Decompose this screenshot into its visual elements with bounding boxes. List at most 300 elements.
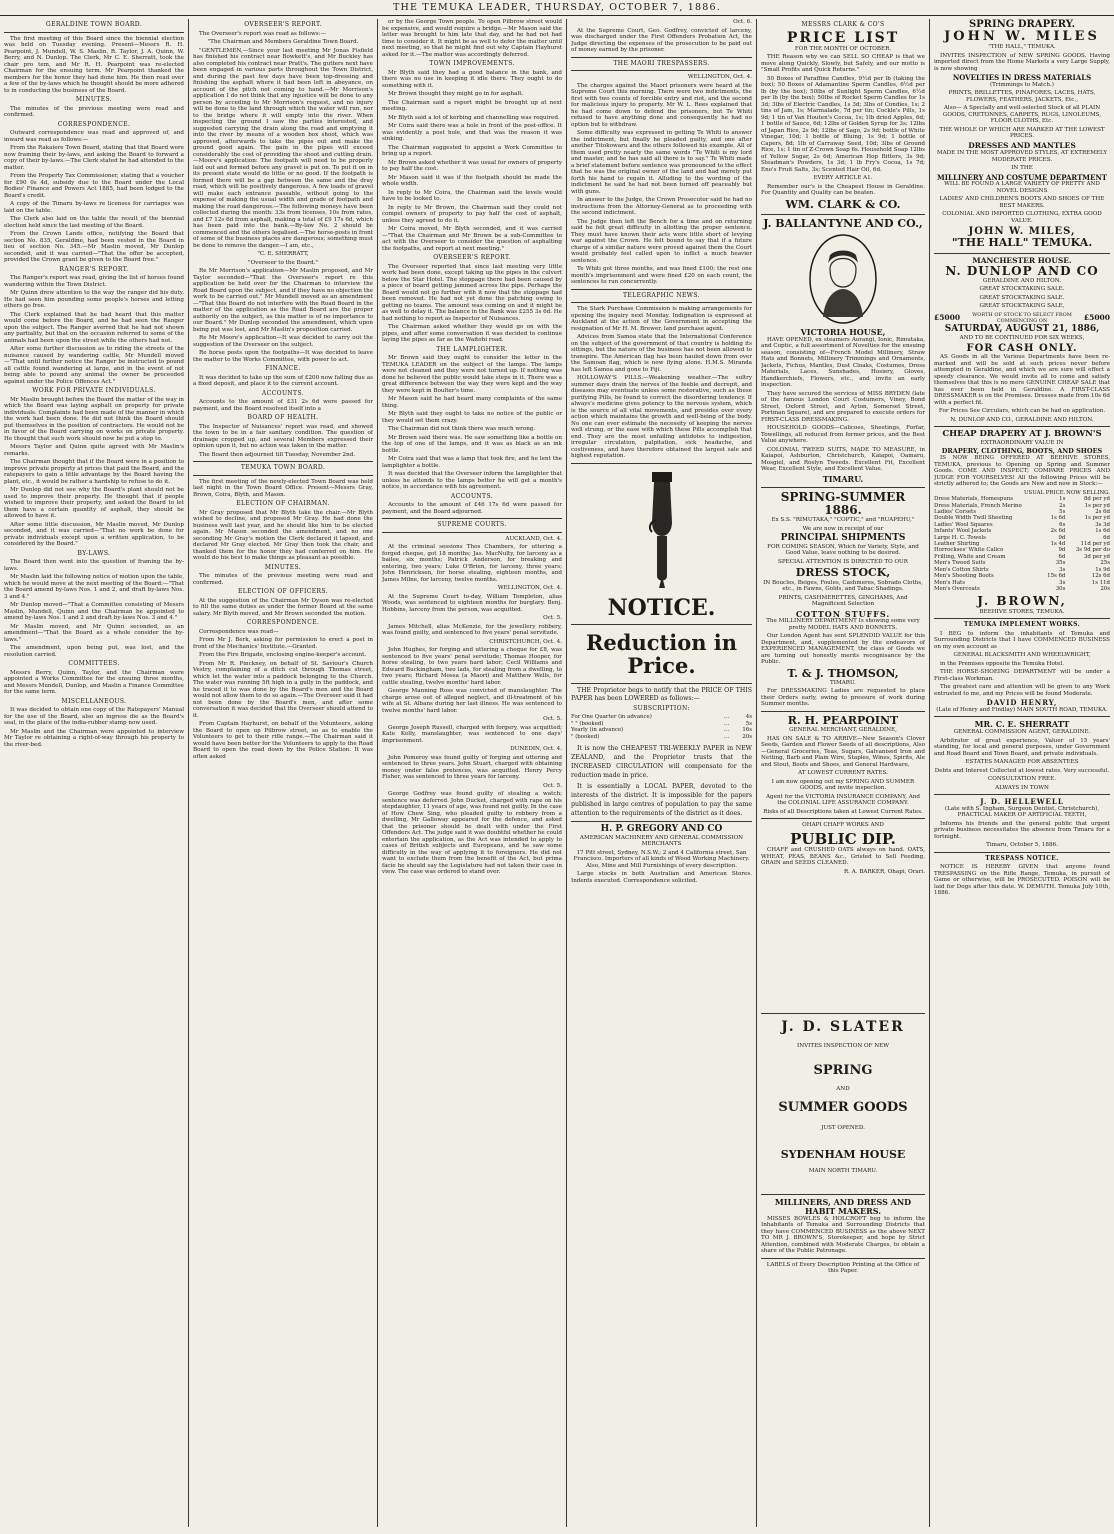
section-heading: ACCOUNTS. (450, 492, 494, 500)
article-paragraph: The Chairman said a report might be brought up at next meeting. (382, 99, 562, 112)
section-heading: ELECTION OF OFFICERS. (237, 588, 329, 595)
divider (934, 716, 1110, 717)
advert-title: MR. C. E. SHERRATT (974, 719, 1070, 730)
advert-title: SPRING-SUMMER 1886. (780, 489, 906, 517)
item-name: Infants' Wool Jackets (934, 528, 992, 535)
section-heading: RANGER'S REPORT. (59, 265, 129, 273)
article-paragraph: "The Chairman and Members Geraldine Town Board. (207, 39, 359, 45)
subscription-label: For One Quarter (in advance) (571, 714, 652, 721)
section-heading: OVERSEER'S REPORT. (433, 254, 511, 261)
article-paragraph: George Godfrey was found guilty of stealing a watch; sentence was deferred. John Ducket, charged with rape on his stepdaughter, 11 years of age, was found not guilty. In the case of How Chew Sing, who pleaded guilty to robbery from a dwelling, Mr Galloway appeared for the defence, and asked that the prisoner should be dealt with under the First Offenders Act. The judge said it was doubtful whether he could entertain the application, as the Act was intended to apply to cases of British subjects and Europeans, and he saw some difficulty in the way of applying it to foreigners. He did not want to exclude them from the benefit of the Act, but prima facie he should say the Legislature had not taken their case in view. The case was ordered to stand over. (382, 791, 562, 875)
article-heading: THE MAORI TRESPASSERS. (613, 59, 710, 67)
advert-paragraph: Our London Agent has sent SPLENDID VALUE for this Department, and, supplemented by the endeavors of EXPERIENCED MANAGEMENT, the class of Goods we are turning out honestly merits recognisance by the Public. (761, 633, 925, 666)
advert-signature: R. A. BARKER, Ohapi, Orari. (843, 868, 925, 875)
usual-price: 2s 6d (1050, 528, 1066, 535)
item-name: Frilling, White and Cream (934, 553, 1006, 560)
dateline: Oct. 6. (733, 19, 752, 25)
article-paragraph: From the Crown Lands office, notifying the Board that section No. 835, Geraldine, had been vested in the Board in lieu of section No. 345.—Mr Maslin moved, Mr Dunlop seconded, and it was carried—"That the offer be accepted, provided the Crown grant be given to the Board free." (4, 231, 184, 263)
divider (571, 289, 752, 290)
column-4 (571, 19, 752, 1527)
divider (571, 463, 752, 464)
divider (761, 1194, 925, 1195)
advert-signature: T. & J. THOMSON, (787, 666, 899, 680)
now-selling: 1s 9d (1095, 566, 1110, 573)
advert-paragraph: INVITES INSPECTION OF NEW (796, 1043, 889, 1050)
usual-price: 1s 4d (1050, 541, 1066, 548)
usual-price: 3s (1059, 579, 1066, 586)
advert-title: J. D. HELLEWELL (980, 797, 1064, 806)
article-paragraph: In reply to Mr Brown, the Chairman said they could not compel owners of property to pay half the cost of asphalt, unless they agreed to do it. (382, 204, 562, 224)
article-paragraph: The Chairman thought that if the Board were in a position to improve private property at prices that paid the Board, and the ratepayers to gain a little advantage by the Board having the plant, etc., it would be rather a hardship to refuse to do it. (4, 459, 184, 485)
advert-paragraph: THE HORSE-SHOEING DEPARTMENT will be under a First-class Workman. (934, 669, 1110, 682)
article-paragraph: The minutes of the previous meeting were read and confirmed. (4, 105, 184, 118)
now-selling: 25s (1100, 560, 1110, 567)
subscription-price: 5s (745, 720, 752, 727)
sale-amount-row (934, 312, 1110, 325)
article-paragraph: The amendment, upon being put, was lost, and the resolution carried. (4, 645, 184, 658)
advert-paragraph: THE WHOLE OF WHICH ARE MARKED AT THE LOWEST PRICES. (939, 126, 1105, 140)
subscription-table (571, 714, 752, 740)
advert-highlight: SUMMER GOODS (778, 1099, 908, 1115)
subscription-price: 4s (745, 714, 752, 721)
divider (761, 711, 925, 712)
article-paragraph: The first meeting of the newly-elected Town Board was held last night in the Town Board Office. Present—Messrs Gray, Brown, Coira, Blyth, and Mason. (193, 478, 373, 498)
item-name: Dress Materials, Homespuns (934, 496, 1014, 503)
item-name: Ladies' Corsets (934, 509, 976, 516)
advert-paragraph: 50 Boxes of Paraffine Candles, 9½d per lb (taking the box); 50 Boxes of Adamantine Sperm Candles, 6½d per lb (by the box); 50lbs of Sunlight Sperm Candles, 6½d per lb (by the box); 50lbs of Rocket Sperm Candles for 1s 3d; 3lbs of Electric Candles, 1s 3d; 3lbs of Condies, 1s; 2 tins of Jam, 1s; Marmalade, 7d per tin; Cockle's Pills, 1s 9d; 1 tin of Van Houten's Cocoa, 1s; 1lb dried Apples, 6d; 1 bottle of Sauce, 6d; 12lbs of Golden Syrup for 3s; 12lbs of Japan Rice, 2s 9d; 12lbs of Sago, 2s 9d; bottle of White Vinegar, 10d; 1 bottle of Bluing, 1s 9d; 1 bottle of Capers, 8d; 1lb of Carraway Seed, 10d; 3lbs of Ground Rice, 1s; 1 tin of Z-Crown Soap 6s. Household Soap 12lbs of Yellow Sugar, 2s 6d; American Hop Bitters, 3s 9d; Steadman's Powders, 1s 3d; 1 lb Fry's Cocoa, 1s 7d; Eno's Fruit Salts, 3s; Scented Hair Oil, 6d. (761, 75, 925, 173)
advert-highlight: NOVELTIES IN DRESS MATERIALS (952, 73, 1092, 83)
section-heading: MINUTES. (264, 563, 302, 571)
article-paragraph: From Mr J. Berk, asking for permission to erect a post in front of the Mechanics' Institute.—Granted. (193, 637, 373, 650)
advert-subtitle: "THE HALL," TEMUKA. (988, 44, 1056, 51)
article-paragraph: The Clerk also laid on the table the result of the biennial election held since the last meeting of the Board. (4, 216, 184, 229)
advert-paragraph: JUST OPENED. (821, 1124, 865, 1131)
usual-price: 6d (1058, 553, 1066, 560)
article-paragraph: James Mitchell, alias McKenzie, for the jewellery robbery, was found guilty, and sentenced to five years' penal servitude. (382, 623, 562, 636)
article-paragraph: At the Supreme Court to-day, William Templeton, alias Woods, was sentenced to eighteen months for burglary. Benj. Hobbins, larceny from the person, was acquitted. (382, 593, 562, 613)
article-paragraph: The Inspector of Nuisances' report was read, and showed the town to be in a fair sanitary condition. The question of drainage cropped up, and several Members expressed their opinion upon it, but no action was taken in the matter. (193, 423, 373, 449)
article-paragraph: At the criminal sessions Thos Chambers, for uttering a forged cheque, got 18 months; Jas. MacNulty, for larceny as a bailee, six months; Patrick Anderson, for breaking and entering, two years; Luke O'Brien, for larceny, three years; John Henricksen, for horse stealing, eighteen months, and James Milne, for larceny, twelve months. (382, 544, 562, 583)
advert-paragraph: IN THE (1011, 165, 1033, 172)
advert-paragraph: HAVE OPENED, ex steamers Aorangi, Ionic, Rimutaka, and Coptic, a full assortment of Novelties for the ensuing season, consisting of—French Model Millinery, Straw Hats and Bonnets, Millinery Trimmings and Ornaments, Jackets, Fichus, Mantles, Dust Cloaks, Costumes, Dress Materials, Laces, Sunshades, Hosiery, Gloves, Handkerchiefs, Flowers, etc., and invite an early inspection. (761, 336, 925, 389)
item-name: Men's Tweed Suits (934, 560, 986, 567)
section-heading: MISCELLANEOUS. (61, 697, 127, 705)
article-paragraph: or by the George Town people. To open Pilbrow street would be expensive, and would require a bridge.—Mr Mason said the letter was brought to him late that day, and he had not had time to consider it. It might be as well to defer the matter until next meeting, so that he might find out why Captain Hayhurst asked for it.—The matter was accordingly deferred. (382, 19, 562, 58)
divider (761, 1013, 925, 1014)
advert-title: TRESPASS NOTICE. (985, 854, 1059, 862)
advert-title: TEMUKA IMPLEMENT WORKS. (963, 621, 1081, 629)
price-col-header: NOW SELLING. (1066, 489, 1110, 496)
section-heading: BY-LAWS. (77, 549, 111, 557)
usual-price: 3s (1059, 566, 1066, 573)
now-selling: 1s per yd (1084, 502, 1110, 509)
leader-dots: ... (724, 733, 730, 740)
advert-paragraph: LABELS of Every Description Printing at the Office of this Paper. (766, 1261, 920, 1275)
subscription-label: " (booked) (571, 733, 600, 740)
advert-paragraph: NOTICE IS HEREBY GIVEN that anyone found TRESPASSING on the Rifle Range, Temuka, in pursuit of Game or otherwise, will be PROSECUTED. POISON will be laid for Dogs after this date. W. DEMUTH. Temuka July 10th, 1886. (934, 864, 1110, 897)
item-name: Ladies' Wool Squares (934, 521, 993, 528)
advert-title: J. D. SLATER (781, 1019, 905, 1035)
article-paragraph: Mr Dunlop did not see why the Board's plant should not be used to improve their property. He thought that if people wished to improve their property, and asked the Board to let them have a certain quantity of asphalt, they should be allowed to have it. (4, 487, 184, 519)
notice-paragraph: THE Proprietor begs to notify that the PRICE OF THIS PAPER has been LOWERED as follows:— (571, 686, 752, 702)
dateline: DUNEDIN, Oct. 4. (510, 746, 562, 752)
advert-title: PRICE LIST (786, 29, 900, 46)
advert-paragraph: IS NOW BEING OFFERED AT BEEHIVE STORES, TEMUKA, previous to Opening up Spring and Summer Goods. COME AND INSPECT; COMPARE PRICES AND JUDGE FOR YOURSELVES! All the following Prices will be strictly adhered to; the Goods are New and now in Stock:— (934, 455, 1110, 488)
subscription-label: " " (booked) (571, 720, 604, 727)
article-paragraph: Messrs Berry, Quinn, Taylor, and the Chairman were appointed a Works Committee for the ensuing three months, and Messrs Mundell, Dunlop, and Maslin a Finance Committee for the same term. (4, 669, 184, 695)
article-paragraph: Mr Brown said they ought to consider the letter in the TEMUKA LEADER on the subject of the lamps. The lamps were not cleaned and they were not turned up. If nothing was done he believed the public would take steps in it. There was a great difference between the way they were kept and the way they were kept in Boulter's time. (382, 355, 562, 394)
advert-subtitle: EXTRAORDINARY VALUE IN (980, 439, 1064, 446)
advert-paragraph: AT LOWEST CURRENT RATES. (798, 770, 888, 777)
masthead: THE TEMUKA LEADER, THURSDAY, OCTOBER 7, 1886. (0, 0, 1114, 16)
usual-price: 35s (1055, 560, 1066, 567)
now-selling: 6d (1103, 534, 1110, 541)
article-paragraph: Accounts to the amount of £31 2s 6d were passed for payment, and the Board resolved itself into a (193, 399, 373, 412)
article-paragraph: Mr Dunlop moved—"That a Committee consisting of Messrs Maslin, Mundell, Quinn and the Chairman be appointed to amend by-laws Nos. 1 and 2 and draft by-laws Nos. 3 and 4." (4, 602, 184, 621)
column-3 (382, 19, 562, 1527)
article-paragraph: John Hughes, for forging and uttering a cheque for £8, was sentenced to five years' penal servitude; Thomas Hooper, for horse stealing, to two years hard labor; Cecil Williams and Edward Buckingham, two lads, for stealing from a dwelling, to two years; Richard Mossa (a Maori) and Matthew Wells, for cattle stealing, twelve months' hard labor. (382, 647, 562, 686)
advert-paragraph: Timaru, October 5, 1886. (986, 842, 1058, 849)
advert-paragraph: Also— A Specially and well-selected Stock of all PLAIN GOODS, CRETONNES, CARPETS, RUGS, LINOLEUMS, FLOOR CLOTHS, Etc. (942, 105, 1102, 125)
leader-dots: ... (724, 727, 730, 734)
advert-paragraph: GENERAL BLACKSMITH AND WHEELWRIGHT, (953, 652, 1091, 659)
slater-advert-block (761, 1010, 925, 1526)
article-paragraph: From the Fire Brigade, enclosing engine-keeper's account. (199, 652, 367, 658)
now-selling: 12s 6d (1091, 573, 1110, 580)
advert-title: CHEAP DRAPERY AT J. BROWN'S (942, 429, 1102, 440)
article-paragraph: The Board then went into the question of framing the by-laws. (4, 559, 184, 572)
article-paragraph: Mr Coira moved, Mr Blyth seconded, and it was carried—"That the Chairman and Mr Brown be a sub-Committee to act with the Overseer to consider the question of asphalting the footpaths, and report at next meeting." (382, 226, 562, 252)
advert-paragraph: PRINTS, CASHMERETTES, GINGHAMS, And Magnificent Selection (778, 594, 908, 608)
article-paragraph: The Overseer reported that since last meeting very little work had been done, except taking up the pipes in the culvert below the Star Hotel. The stoppage there had been caused by a piece of board getting jammed across the pipe. Perhaps the Board would not go further with it now that the stoppage had been removed. He had not yet done the patching owing to getting no teams. The amount was coming on and it might be as well to delay it. The balance in the Bank was £255 3s 6d. He had nothing to report as Inspector of Nuisances. (382, 263, 562, 322)
divider (761, 1258, 925, 1259)
divider (382, 518, 562, 519)
column-rule (929, 19, 930, 1527)
advert-subtitle: GERALDINE AND HILTON. (982, 277, 1062, 284)
divider (4, 32, 184, 33)
advert-subtitle: VICTORIA HOUSE, (800, 327, 886, 338)
article-paragraph: George Joseph Russell, charged with forgery, was acquitted; Kate Kelly, manslaughter, was sentenced to one days' imprisonment. (382, 724, 562, 744)
advert-highlight: PRINCIPAL SHIPMENTS (780, 533, 906, 544)
article-paragraph: It was decided to take up the sum of £200 now falling due as a fixed deposit, and place it to the current account. (193, 374, 373, 387)
subscription-price: 20s (742, 733, 752, 740)
article-paragraph: The Clerk explained that he had heard that this matter would come before the Board, and he had seen the Ranger upon the subject. The Ranger averred that he had not shown any partiality, but that on the occasion referred to some of the animals had been upon the street while the others had not. (4, 311, 184, 344)
article-paragraph: After some further discussion as to riding the streets of the nuisance caused by wandering cattle, Mr Mundell moved—"That until further notice the Ranger be instructed to pound all cattle found wandering at large, and in the event of not being able to pound any animal the owner be proceeded against under the Police Offences Act." (4, 346, 184, 385)
advert-paragraph: Ex S.S. "RIMUTAKA," "COPTIC," and "RUAPEHU," (771, 517, 915, 524)
advert-signature: DAVID HENRY, (986, 698, 1058, 708)
divider (934, 426, 1110, 427)
advert-paragraph: Debts and Interest Collected at lowest rates. Very successful. (934, 767, 1110, 774)
article-paragraph: Mr Maslin brought before the Board the matter of the way in which the Board was laying asphalt on property for private individuals. Complaints had been made of the manner in which the work had been done. He did not think the Board should put themselves in the position of contractors. He would not be in favor of the Board carrying on works on private property. He thought that such work should now be put a stop to. (4, 396, 184, 442)
dateline: AUCKLAND, Oct. 4. (505, 535, 562, 542)
advert-paragraph: For DRESSMAKING Ladies are requested to place their Orders early, owing to pressure of work during Summer months. (761, 688, 925, 708)
article-paragraph: HOLLOWAY'S PILLS.—Weakening weather.—The sultry summer days drain the nerves of the feeble and decrepit, and diseases may eventuate unless some restorative, such as these purifying Pills, be found to correct the disordering tendency. If always's medicine gives potency to the nervous system, which is the source of all vital movements, and presides over every action which maintains the growth and well-being of the body. No one can ever estimate the necessity of keeping the nerves well strung, or the ease with which these Pills accomplish that end. They are the most unfailing antidotes to indigestion, irregular circulation, palpitation, sick headache, and costiveness, and have therefore obtained the largest sale and highest reputation. (571, 375, 752, 459)
sale-amount: £5000 (1083, 313, 1110, 323)
advert-paragraph: GREAT STOCKTAKING SALE. (979, 286, 1065, 293)
advert-title: N. DUNLOP AND CO (945, 263, 1099, 278)
advert-signature: "THE HALL" TEMUKA. (951, 236, 1093, 250)
advert-paragraph: (Trimmings to Match.) (989, 81, 1054, 88)
article-paragraph: It was decided that the Overseer inform the lamplighter that unless he attends to the lamps better he will get a month's notice, in accordance with his agreement. (382, 471, 562, 490)
usual-price: 30s (1055, 585, 1066, 592)
advert-town: TIMARU. (830, 679, 856, 686)
article-paragraph: Mr Maslin moved, and Mr Quinn seconded, as an amendment—"That the Board as a whole consider the by-laws." (4, 623, 184, 643)
usual-price: 9d (1058, 534, 1066, 541)
article-heading: GERALDINE TOWN BOARD. (45, 21, 143, 28)
divider (571, 302, 752, 303)
now-selling: 1s 11d (1091, 579, 1110, 586)
divider (761, 818, 925, 819)
advert-paragraph: IN Boucles, Beiges, Foules, Cashmeres, Sobrado Cloths, etc., in Fawns, Golds, and Tabac Shadings. (763, 579, 923, 593)
article-heading: TEMUKA TOWN BOARD. (240, 464, 326, 471)
advert-signature: JOHN W. MILES, (968, 226, 1076, 238)
article-paragraph: The Chairman asked whether they would go on with the pipes, and after some conversation it was decided to continue laying the pipes as far as the Waitohi road. (382, 324, 562, 343)
article-paragraph: The Judge then left the Bench for a time and on returning said he felt great difficulty in allotting the proper sentence. They must have known their acts were little short of levying war against the Crown. He felt bound to say that if a future charge of a similar nature were proved against them the Court would probably feel called upon to inflict a much heavier sentence. (571, 218, 752, 264)
now-selling: 1s 6d (1095, 528, 1110, 535)
article-paragraph: Mr Blyth said they ought to take no notice of the public or they would set them crazy. (382, 411, 562, 424)
advert-paragraph: The greatest care and attention will be given to any Work entrusted to me, and my Prices will be found Moderate. (934, 684, 1110, 697)
divider (934, 618, 1110, 619)
section-heading: OVERSEER'S REPORT. (244, 21, 322, 28)
article-paragraph: Some difficulty was expressed in getting Te Whiti to answer the indictment, but finally he pleaded guilty, and one after another Titokowaru and the others followed his example. All of them used pretty nearly the same words "Te Whiti is my lord and master, and he has said all there is to say." Te Whiti made a brief statement before sentence was pronounced to the effect that he was the original owner of the land and had merely put forth his hand to regain it. Alluding to the wording of the indictment he said he had not been turned off peaceably but with guns. (571, 130, 752, 195)
subscription-heading: SUBSCRIPTION: (633, 704, 690, 712)
now-selling: 3d per yd (1083, 553, 1110, 560)
usual-price: 1s (1059, 496, 1066, 503)
article-paragraph: Te Whiti got three months, and was fined £100; the rest one month's imprisonment and were fined £20 on each count, the sentences to run concurrently. (571, 266, 752, 285)
advert-highlight: DRESSES AND MANTLES (968, 140, 1076, 150)
advert-paragraph: COLONIAL TWEED SUITS, MADE TO MEASURE, in Kaiapoi, Ashburton, Christchurch, Kaiapoi, Oamaru, Mosgiel, and Roslyn Tweeds. Excellent Fit, Excellent Wear, Excellent Style, and Excellent Value. (761, 446, 925, 473)
advert-highlight: SATURDAY, AUGUST 21, 1886, (944, 323, 1100, 334)
section-heading: THE LAMPLIGHTER. (436, 345, 508, 353)
article-paragraph: Mr Brown thought they might go in for asphalt. (388, 91, 524, 97)
advert-paragraph: Risks of all Descriptions taken at Lowest Current Rates. (763, 808, 923, 815)
divider (761, 214, 925, 215)
article-paragraph: Mr Coira said there was a hole in front of the post-office. It was evidently a post hole, and that was the reason it was sinking. (382, 123, 562, 142)
advert-paragraph: CONSULTATION FREE. (988, 776, 1056, 782)
price-table (934, 490, 1110, 593)
advert-paragraph: Remember our's is the Cheapest House in Geraldine. For Quantity and Quality can be beaten. (761, 183, 925, 197)
usual-price: 2s (1059, 502, 1066, 509)
item-name: Dress Materials, French Merino (934, 502, 1022, 509)
article-paragraph: The Stark Purchase Commission is making arrangements for opening the inquiry next Monday. Indignation is expressed at Auckland at the action of the Government in accepting the resignation of Mr H. M. Brewer, land purchase agent. (571, 306, 752, 332)
divider (934, 253, 1110, 254)
article-paragraph: John Pomeroy was found guilty of forging and uttering and sentenced to three years. John Stuart, charged with obtaining money under false pretences, was acquitted. Henry Percy Fisher, was sentenced to three years for larceny. (382, 754, 562, 780)
section-heading: FINANCE. (265, 365, 301, 372)
advert-subtitle: (Late of Henry and Findlay) MAIN SOUTH ROAD, TEMUKA. (936, 706, 1108, 713)
notice-paragraph: It is now the CHEAPEST TRI-WEEKLY PAPER in NEW ZEALAND, and the Proprietor trusts that the INCREASED CIRCULATION will compensate for the reduction made in price. (571, 745, 752, 779)
advert-paragraph: Informs his friends and the general public that urgent private business necessitates the absence from Timaru for a fortnight. (934, 820, 1110, 840)
advert-signature: J. BROWN, (977, 594, 1067, 609)
advert-paragraph: The MILLINERY DEPARTMENT Is showing some very pretty MODEL HATS AND BONNETS. (766, 618, 920, 631)
advert-signature: N. DUNLOP AND CO., GERALDINE AND HILTON. (950, 416, 1094, 423)
article-paragraph: Mr Quinn drew attention to the way the ranger did his duty. He had seen him pounding some people's horses and letting others go free. (4, 290, 184, 309)
divider (382, 532, 562, 533)
section-heading: WORK FOR PRIVATE INDIVIDUALS. (32, 387, 156, 394)
divider (761, 487, 925, 488)
item-name: Double Width Twill Sheeting (934, 515, 1013, 522)
queen-portrait-icon (761, 233, 925, 325)
advert-subtitle: MAIN NORTH TIMARU. (808, 1167, 878, 1174)
article-paragraph: Mr Blyth said they had a good balance in the bank, and there was no use in keeping it idle there. They ought to do something with it. (382, 69, 562, 89)
article-paragraph: The minutes of the previous meeting were read and confirmed. (193, 573, 373, 586)
dateline: Oct. 5. (543, 716, 562, 722)
subscription-row (571, 734, 752, 740)
advert-signature: WM. CLARK & CO. (785, 197, 901, 211)
pointing-hand-icon (571, 470, 752, 590)
now-selling: 3s 9d per do (1075, 547, 1110, 554)
advert-paragraph: THE Reason why we can SELL SO CHEAP is that we move along Quickly, Slowly, but Safely, and our motto is "Small Profits and Quick Returns." (761, 54, 925, 74)
usual-price: 5s (1059, 509, 1066, 516)
divider (571, 821, 752, 822)
dateline: Oct. 5. (543, 782, 562, 789)
divider (193, 475, 373, 476)
article-paragraph: From the Property Tax Commissioner, stating that a voucher for £90 0s 4d, subsidy due to the Board under the Local Bodies' Finance and Powers Act 1885, had been lodged to the Board's credit. (4, 173, 184, 199)
item-name: Men's Overcoats (934, 585, 980, 592)
advert-paragraph: CHAFF and CRUSHED OATS always on hand. OATS, WHEAT, PEAS, BEANS &c., Gristed to Sell Feeding. GRAIN and SEEDS CLEANED. (761, 847, 925, 867)
divider (571, 70, 752, 71)
advert-title: J. BALLANTYNE AND CO., (763, 216, 923, 230)
subscription-label: Yearly (in advance) (571, 727, 624, 734)
article-paragraph: Accounts to the amount of £46 17s 6d were passed for payment, and the Board adjourned. (382, 502, 562, 515)
advert-subtitle: GENERAL MERCHANT, GERALDINE, (789, 727, 897, 734)
item-name: Horrockses' White Calico (934, 547, 1004, 554)
advert-paragraph: MADE IN THE MOST APPROVED STYLES, AT EXTREMELY MODERATE PRICES. (936, 150, 1108, 163)
advert-highlight: COTTON STUFFS. (795, 608, 891, 619)
advert-paragraph: Large stocks in both Australian and American Stores. Indents executed. Correspondence solicited. (571, 871, 752, 884)
price-row (934, 586, 1110, 592)
item-name: Large H. C. Towels (934, 534, 986, 541)
advert-paragraph: AND TO BE CONTINUED FOR SIX WEEKS, (959, 334, 1085, 341)
advert-paragraph: LADIES' AND CHILDREN'S BOOTS AND SHOES OF THE BEST MAKERS. (939, 196, 1105, 209)
usual-price: 9d (1058, 547, 1066, 554)
article-paragraph: From Captain Hayhurst, on behalf of the Volunteers, asking the Board to open up Pilbrow street, so as to enable the Volunteers to get to their rifle range.—The Chairman said it would have been better for the Volunteers to apply to the Road Board to open the road down by the Police Station. It was often asked (193, 721, 373, 760)
advert-paragraph: INVITES INSPECTION of NEW SPRING GOODS. Having imported direct from the Home Markets a very Large Supply, is now showing (934, 52, 1110, 72)
article-paragraph: Mr Brown asked whether it was usual for owners of property to pay half the cost. (382, 159, 562, 172)
now-selling: 20s (1100, 585, 1110, 592)
article-paragraph: From the Rakaiere Town Board, stating that that Board were now framing their by-laws, and asking the Board to forward a copy of their by-laws.—The Clerk stated he had attended to the matter. (4, 145, 184, 171)
advert-paragraph: They have secured the services of MISS BRYDEN (late of the famous London Court Costumers, Viney, Bond Street, Oxford Street, and Ayton, Somerset Street, Portman Square), and are prepared to execute orders for FIRST-CLASS DRESSMAKING. (761, 390, 925, 423)
signature-line: "Overseer to the Board." (248, 259, 318, 266)
advert-kicker: OHAPI CHAFF WORKS AND (802, 822, 884, 829)
section-heading: CORRESPONDENCE. (246, 619, 320, 626)
price-col-header: USUAL PRICE. (1023, 489, 1066, 496)
now-selling: 8d per yd (1083, 496, 1110, 503)
advert-title: H. P. GREGORY AND CO (600, 824, 723, 834)
article-paragraph: Re Mr Moore's application—It was decided to carry out the suggestion of the Overseer on the subject. (193, 335, 373, 348)
sale-amount: £5000 (934, 313, 961, 323)
now-selling: 11d per yd (1080, 541, 1110, 548)
dateline: CHRISTCHURCH, Oct. 4. (489, 638, 562, 645)
advert-paragraph: We are now in receipt of our (802, 525, 884, 532)
advert-paragraph: HOUSEHOLD GOODS—Calicoes, Sheetings, Forfar, Towellings, all reduced from former prices, and the Best Value anywhere. (761, 425, 925, 445)
advert-kicker: MESSRS CLARK & CO'S (801, 21, 885, 28)
divider (571, 624, 752, 625)
dateline: WELLINGTON, Oct. 4. (497, 585, 562, 591)
column-1 (4, 19, 184, 1527)
section-heading: CORRESPONDENCE. (57, 120, 131, 128)
advert-signature: SYDENHAM HOUSE (780, 1148, 906, 1162)
dateline: WELLINGTON, Oct. 4. (687, 74, 752, 80)
column-rule (377, 19, 378, 1527)
advert-subtitle: FOR THE MONTH OF OCTOBER. (794, 45, 892, 52)
section-heading: TOWN IMPROVEMENTS. (429, 60, 515, 67)
advert-paragraph: AND (836, 1086, 850, 1093)
article-paragraph: The Chairman suggested to appoint a Work Committee to bring up a report. (382, 144, 562, 157)
advert-subtitle: (Late with S. Ingham, Surgeon Dentist, Christchurch), PRACTICAL MAKER OF ARTIFICIAL TEETH, (944, 805, 1100, 819)
advert-kicker: MANCHESTER HOUSE. (972, 255, 1072, 265)
advert-paragraph: COLONIAL AND IMPORTED CLOTHING, EXTRA GOOD VALUE. (942, 211, 1102, 224)
advert-paragraph: MISSES BOWLES & HOLCROFT beg to inform the Inhabitants of Temuka and Surrounding Districts that they have COMMENCED BUSINESS as the above NEXT TO MR J. BROWN'S, Storekeeper, and hope by Strict Attention, combined with Moderate Charges, to obtain a share of the Public Patronage. (761, 1215, 925, 1255)
article-paragraph: It was decided to obtain one copy of the Ratepayers' Manual for the use of the Board, also an ingress die as the Board's seal, in the place of the india-rubber stamp now used. (4, 707, 184, 726)
divider (193, 461, 373, 462)
article-paragraph: Mr Maslin and the Chairman were appointed to interview Mr Taylor re obtaining a right-of-way through his property to the river-bed. (4, 728, 184, 748)
article-paragraph: Re horse posts upon the footpaths—It was decided to leave the matter to the Works Committee, with power to act. (193, 350, 373, 363)
advert-paragraph: Agent for the VICTORIA INSURANCE COMPANY, And the COLONIAL LIFE ASSURANCE COMPANY. (766, 793, 920, 807)
item-name: Men's Cotton Shirts (934, 566, 989, 573)
article-paragraph: Outward correspondence was read and approved of, and inward was read as follows:— (4, 130, 184, 143)
advert-paragraph: ESTATES MANAGED FOR ABSENTEES (965, 759, 1079, 765)
column-rule (566, 19, 567, 1527)
advert-highlight: DRAPERY, CLOTHING, BOOTS, AND SHOES (941, 447, 1103, 456)
article-paragraph: Correspondence was read— (199, 628, 279, 635)
advert-paragraph: AS Goods in all the Various Departments have been re-marked and will be sold at such prices never before attempted in Geraldine, and which we are sure will effect a speedy clearance. We would invite all to come and satisfy themselves that this is no mere GENUINE CHEAP SALE that has ever been held in Geraldine. A FIRST-CLASS DRESSMAKER is on the Premises. Dresses made from 10s 6d with a perfect fit. (934, 354, 1110, 406)
section-heading: MINUTES. (75, 96, 113, 103)
article-paragraph: Mr Mason said he had heard many complaints of the same thing. (382, 396, 562, 409)
article-paragraph: Messrs Taylor and Quinn quite agreed with Mr Maslin's remarks. (4, 444, 184, 457)
article-paragraph: The Chairman did not think there was much wrong. (388, 426, 536, 432)
usual-price: 15s 6d (1047, 573, 1066, 580)
article-paragraph: The charges against the Maori prisoners were heard at the Supreme Court this morning. There were two indictments, the first with two counts of forcible entry and riot, and the second for malicious injury to property. Mr W. L. Rees explained that he had come down to defend the prisoners, but Te Whiti refused to have anything done and consequently he had no option but to withdraw. (571, 82, 752, 128)
leader-dots: ... (724, 720, 730, 727)
advert-paragraph: FOR COMING SEASON, Which for Variety, Style, and Good Value, leave nothing to be desired. (767, 543, 919, 557)
advert-paragraph: SPECIAL ATTENTION IS DIRECTED TO OUR (778, 558, 908, 565)
advert-paragraph: 17 Pitt street, Sydney, N.S.W.; 2 and 4 California street, San Francisco. Importers of all kinds of Wood Working Machinery. Also, Mine and Mill Furnishings of every description. (573, 849, 750, 869)
advert-title: PUBLIC DIP. (790, 829, 896, 848)
article-heading: TELEGRAPHIC NEWS. (623, 291, 700, 299)
advert-paragraph: GREAT STOCKTAKING SALE, (979, 303, 1065, 310)
advert-highlight: DRESS STOCK, (795, 566, 891, 580)
article-paragraph: At the suggestion of the Chairman Mr Dyson was re-elected to fill the same duties as under the former Board at the same salary. Mr Blyth moved, and Mr Brown seconded the motion. (193, 597, 373, 617)
article-paragraph: Mr Maslin laid the following notice of motion upon the table, which he would move at the next meeting of the Board:—"That the Board amend by-laws Nos. 1 and 2, and draft by-laws Nos. 3 and 4." (4, 574, 184, 600)
article-paragraph: Advices from Samoa state that the International Conference on the subject of the government of that country is holding its sittings, but the nature of the business has not been allowed to transpire. The American flag has been hauled down from over the Samoan flag, which is now flying alone. H.M.S. Miranda has left Samoa and gone to Fiji. (571, 334, 752, 373)
article-paragraph: From Mr R. Pinckney, on behalf of St. Saviour's Church Vestry, complaining of a ditch cut through Thomas street, which let the water into a paddock belonging to the Church. The water was running 5ft high in a gully in the paddock, and he traced it to was done by the Board's men and the Board would not allow them to do so again.—The Overseer said it had not been done by the Board's men, and after some conversation it was decided that the Overseer should attend to it. (193, 660, 373, 719)
advert-paragraph: I BEG to inform the inhabitants of Temuka and Surrounding Districts that I have COMMENCED BUSINESS on my own account as (934, 630, 1110, 650)
item-name: Men's Hats (934, 579, 965, 586)
item-name: Men's Shooting Boots (934, 573, 994, 580)
advert-title: JOHN W. MILES (944, 29, 1100, 44)
advert-subtitle: BEEHIVE STORES, TEMUKA. (979, 608, 1065, 615)
article-paragraph: At the Supreme Court, Geo. Godfrey, convicted of larceny, was discharged under the First Offenders Probation Act, the Judge directing the expenses of the prosecution to be paid out of money earned by the prisoner. (571, 27, 752, 53)
advert-paragraph: in the Premises opposite the Temuka Hotel. (940, 660, 1064, 667)
advert-town: TIMARU. (822, 473, 864, 484)
column-rule (756, 19, 757, 1527)
advert-highlight: SPRING (813, 1062, 873, 1078)
section-heading: BOARD OF HEALTH. (247, 414, 319, 421)
article-paragraph: Re Mr Morrison's application—Mr Maslin proposed, and Mr Taylor seconded—"That the Overseer's report re this application be held over for the Chairman to interview the Road Board upon the subject, and if they have no objection the work to be carried out." Mr Mundell moved as an amendment—"That this Board do not interfere with the Road Board in the matter of the application as the Road Board are the proper authority on the subject, as this matter is of no importance to our Board." Mr Dunlop seconded the amendment, which upon being put was lost, and Mr Maslin's proposition carried. (193, 268, 373, 333)
advert-column-right (934, 19, 1110, 1527)
article-paragraph: Mr Gray proposed that Mr Blyth take the chair.—Mr Blyth wished to decline, and proposed Mr Gray. He had done the business well last year, and he should like him to be elected again. Mr Mason seconded the amendment, and no one seconding Mr Gray's motion the Clerk declared it lapsed, and declared Mr Gray elected. Mr Gray then took the chair, and thanked them for the honor they had conferred on him. He would do his best to make things as pleasant as possible. (193, 509, 373, 561)
advert-title: R. H. PEARPOINT (787, 713, 899, 727)
article-paragraph: A copy of the Timaru by-laws re licenses for carriages was laid on the table. (4, 201, 184, 214)
article-paragraph: In answer to the Judge, the Crown Prosecutor said he had no instructions from the Attorney-General as to proceeding with the second indictment. (571, 197, 752, 216)
advert-paragraph: PRINTS, BRILLETTES, PINAFORES, LACES, HATS, FLOWERS, FEATHERS, JACKETS, Etc., (948, 90, 1096, 103)
advert-paragraph: WORTH OF STOCK TO SELECT FROM COMMENCING ON (972, 311, 1072, 325)
divider (571, 57, 752, 58)
now-selling: 3s 3d (1095, 521, 1110, 528)
usual-price: 1s 6d (1050, 515, 1066, 522)
article-paragraph: Mr Coira said that was a lamp that took fire, and he lent the lamplighter a bottle. (382, 456, 562, 469)
usual-price: 6s (1059, 521, 1066, 528)
